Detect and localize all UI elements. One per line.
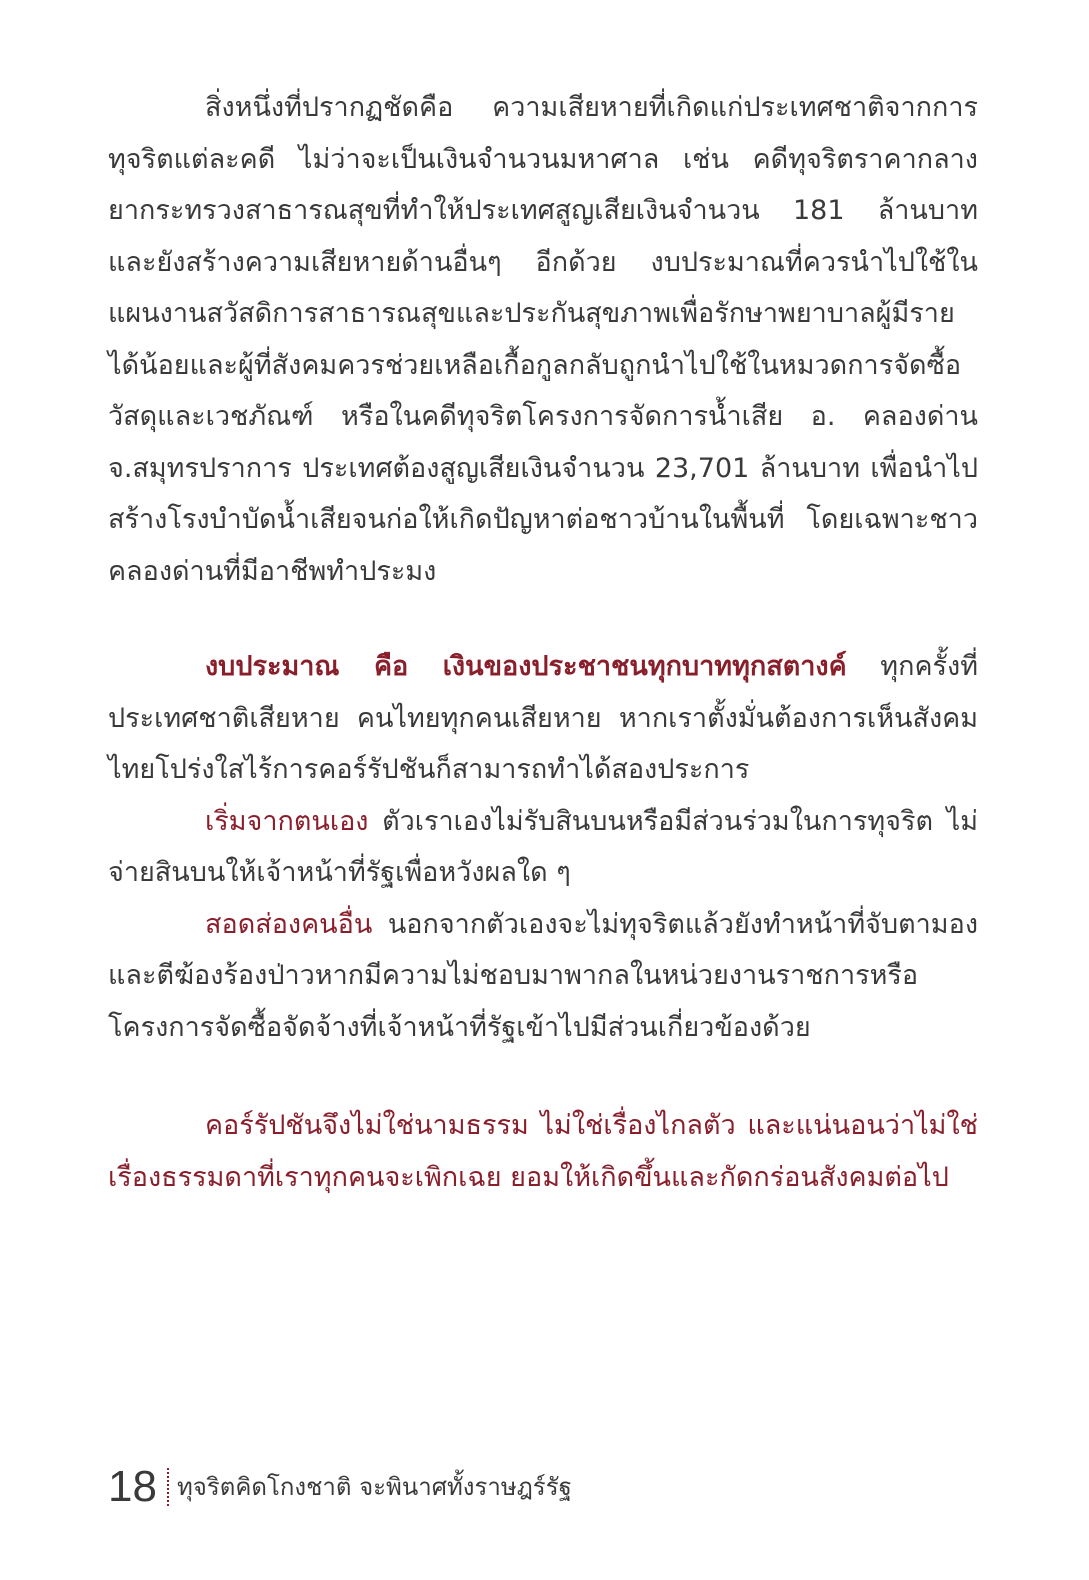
body-section-1 <box>108 82 978 597</box>
paragraph-damage: สิ่งหนึ่งที่ปรากฏชัดคือ ความเสียหายที่เกิดแก่ประเทศชาติจากการทุจริตแต่ละคดี ไม่ว่าจะเป็นเงินจำนวนมหาศาล เช่น คดีทุจริตราคากลางยากระทรวงสาธารณสุขที่ทำให้ประเทศสูญเสียเงินจำนวน 181 ล้านบาท และยังสร้างความเสียหายด้านอื่นๆ อีกด้วย งบประมาณที่ควรนำไปใช้ในแผนงานสวัสดิการสาธารณสุขและประกันสุขภาพเพื่อรักษาพยาบาลผู้มีรายได้น้อยและผู้ที่สังคมควรช่วยเหลือเกื้อกูลกลับถูกนำไปใช้ในหมวดการจัดซื้อวัสดุและเวชภัณฑ์ หรือในคดีทุจริตโครงการจัดการน้ำเสีย อ. คลองด่าน จ.สมุทรปราการ ประเทศต้องสูญเสียเงินจำนวน 23,701 ล้านบาท เพื่อนำไปสร้างโรงบำบัดน้ำเสียจนก่อให้เกิดปัญหาต่อชาวบ้านในพื้นที่ โดยเฉพาะชาวคลองด่านที่มีอาชีพทำประมง <box>108 92 978 587</box>
budget-highlight: งบประมาณ คือ เงินของประชาชนทุกบาททุกสตางค์ <box>205 651 847 682</box>
point-start-with-self <box>108 796 978 899</box>
book-title: ทุจริตคิดโกงชาติ จะพินาศทั้งราษฎร์รัฐ <box>176 1473 572 1501</box>
page-footer <box>108 1462 572 1512</box>
point-2-text: นอกจากตัวเองจะไม่ทุจริตแล้วยังทำหน้าที่จับตามอง และตีฆ้องร้องป่าวหากมีความไม่ชอบมาพากลในหน่วยงานราชการหรือโครงการจัดซื้อจัดจ้างที่เจ้าหน้าที่รัฐเข้าไปมีส่วนเกี่ยวข้องด้วย <box>108 908 978 1043</box>
body-section-2 <box>108 641 978 1053</box>
point-1-text: ตัวเราเองไม่รับสินบนหรือมีส่วนร่วมในการทุจริต ไม่จ่ายสินบนให้เจ้าหน้าที่รัฐเพื่อหวังผลใด ๆ <box>108 805 978 888</box>
footer-divider <box>167 1468 169 1506</box>
closing-statement: คอร์รัปชันจึงไม่ใช่นามธรรม ไม่ใช่เรื่องไกลตัว และแน่นอนว่าไม่ใช่เรื่องธรรมดาที่เราทุกคนจะเพิกเฉย ยอมให้เกิดขึ้นและกัดกร่อนสังคมต่อไป <box>108 1110 978 1193</box>
point-2-highlight: สอดส่องคนอื่น <box>205 908 373 940</box>
page-number: 18 <box>108 1462 157 1511</box>
point-watch-others <box>108 899 978 1054</box>
paragraph-budget <box>108 641 978 796</box>
budget-text: ทุกครั้งที่ประเทศชาติเสียหาย คนไทยทุกคนเสียหาย หากเราตั้งมั่นต้องการเห็นสังคมไทยโปร่งใสไร้การคอร์รัปชันก็สามารถทำได้สองประการ <box>108 651 979 785</box>
point-1-highlight: เริ่มจากตนเอง <box>205 805 369 837</box>
body-section-3 <box>108 1100 978 1203</box>
